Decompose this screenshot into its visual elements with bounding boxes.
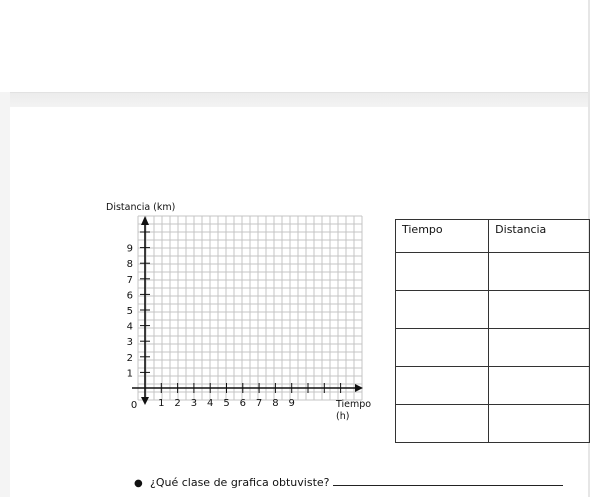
- answer-blank-line: [333, 476, 563, 486]
- table-cell-distancia: [489, 329, 590, 367]
- x-axis-unit: (h): [336, 411, 350, 422]
- data-table: [395, 219, 590, 443]
- question-text: ¿Qué clase de grafica obtuviste?: [150, 476, 330, 489]
- x-tick-label: 3: [190, 398, 198, 409]
- x-axis-title: Tiempo: [336, 399, 372, 410]
- table-cell-distancia: [489, 367, 590, 405]
- origin-label: 0: [130, 400, 138, 411]
- x-tick-label: 1: [158, 398, 165, 409]
- table-header-distancia: Distancia: [489, 220, 590, 253]
- question-item: [134, 476, 584, 490]
- y-tick-label: 7: [126, 274, 133, 286]
- table-row: [396, 405, 590, 443]
- table-header-tiempo: Tiempo: [396, 220, 489, 253]
- table-row: [396, 253, 590, 291]
- y-tick-label: 9: [126, 243, 133, 255]
- table-cell-tiempo: [396, 367, 489, 405]
- y-tick-label: 6: [126, 290, 133, 302]
- y-tick-label: 2: [126, 352, 133, 364]
- bullet-icon: ●: [134, 478, 143, 489]
- table-cell-tiempo: [396, 329, 489, 367]
- x-tick-label: 2: [174, 398, 181, 409]
- table-row: [396, 367, 590, 405]
- y-axis-down-arrow-icon: [141, 397, 149, 405]
- table-cell-distancia: [489, 253, 590, 291]
- x-tick-label: 7: [255, 398, 263, 409]
- table-cell-tiempo: [396, 253, 489, 291]
- table-cell-distancia: [489, 405, 590, 443]
- x-tick-label: 4: [207, 398, 214, 409]
- table-row: [396, 329, 590, 367]
- x-tick-label: 9: [288, 398, 295, 409]
- y-tick-label: 8: [126, 259, 133, 271]
- y-tick-label: 5: [126, 306, 133, 317]
- x-tick-label: 5: [223, 398, 230, 409]
- y-axis-arrow-icon: [141, 216, 149, 225]
- y-tick-label: 4: [126, 321, 133, 333]
- x-tick-label: 6: [239, 398, 246, 409]
- y-axis-title: Distancia (km): [106, 202, 176, 213]
- y-tick-label: 1: [126, 368, 133, 380]
- table-row: [396, 291, 590, 329]
- table-cell-tiempo: [396, 405, 489, 443]
- table-cell-distancia: [489, 291, 590, 329]
- y-tick-label: 3: [126, 337, 133, 349]
- table-cell-tiempo: [396, 291, 489, 329]
- x-tick-label: 8: [272, 398, 279, 409]
- question-list: [134, 476, 584, 490]
